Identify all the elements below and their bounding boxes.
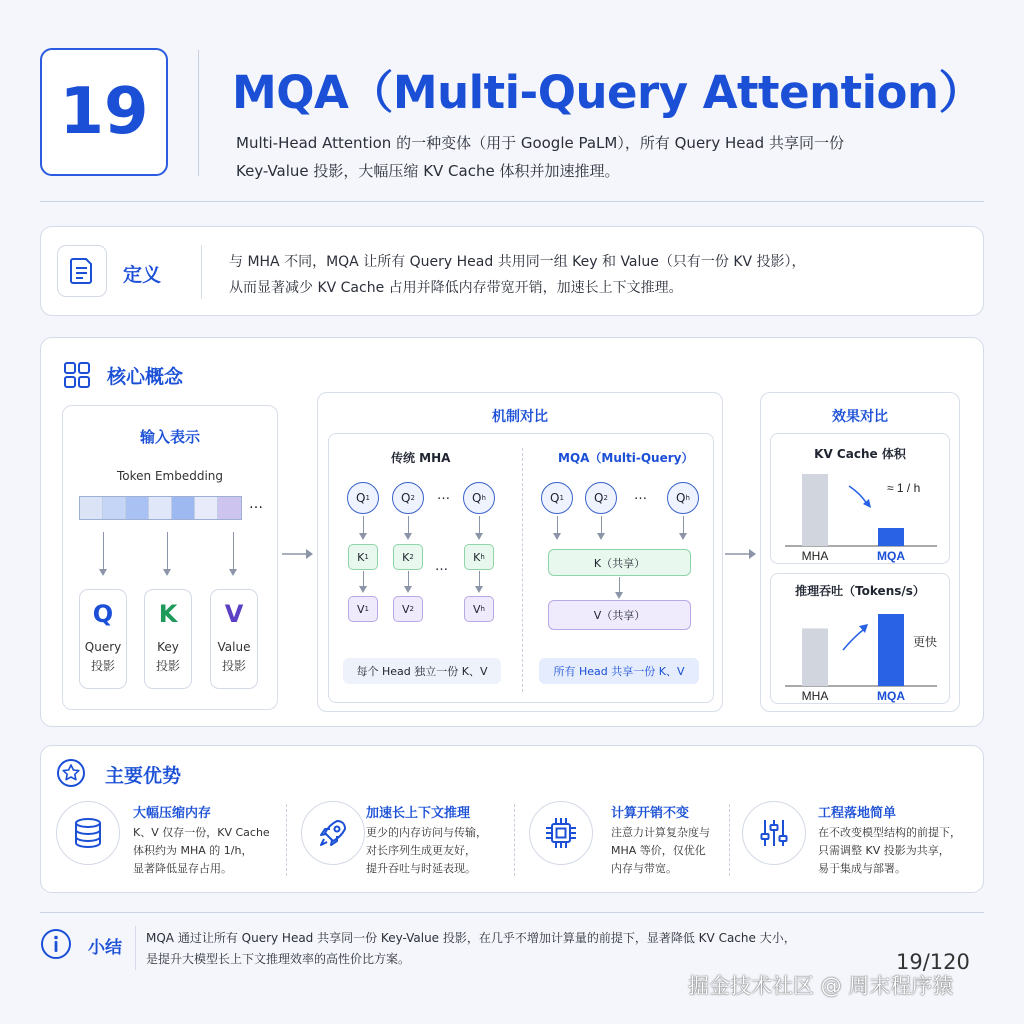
kv-cache-annotation: ≈ 1 / h [887,481,921,495]
mqa-title: MQA（Multi-Query） [558,451,694,465]
star-icon [56,758,86,792]
value-label: Value [217,640,251,654]
summary-line-1: MQA 通过让所有 Query Head 共享同一份 Key-Value 投影，在几乎不增加计算量的前提下，显著降低 KV Cache 大小， [146,931,796,945]
mqa-query-node-1: Q 1 [541,482,573,514]
kv-cache-bar-mqa [878,528,904,546]
mha-query-node-h: Q h [463,482,495,514]
mqa-note: 所有 Head 共享一份 K、V [539,658,699,684]
advantage-title-2: 加速长上下文推理 [366,806,471,821]
throughput-chart [770,573,950,704]
summary-divider [135,926,136,970]
kv-cache-chart [770,433,950,564]
mechanism-separator [522,448,523,692]
mha-query-ellipsis: … [437,488,450,503]
flow-arrow-1 [282,545,314,564]
mha-query-node-2: Q 2 [392,482,424,514]
kv-cache-chart-title: KV Cache 体积 [814,447,906,461]
mqa-query-node-2: Q 2 [585,482,617,514]
advantage-title-4: 工程落地简单 [818,806,897,821]
throughput-bar-mqa [878,614,904,686]
advantage-title-3: 计算开销不变 [611,806,690,821]
value-letter: V [224,600,244,628]
embedding-label: Token Embedding [116,469,224,483]
mha-arrow-k2-v2 [408,571,409,591]
mha-value-box-2: V 2 [393,596,423,622]
mechanism-panel [317,392,723,712]
summary-label: 小结 [88,938,122,958]
mha-arrow-kh-vh [479,571,480,591]
throughput-chart-svg [771,574,949,703]
embedding-ellipsis: … [249,496,263,512]
advantage-title-1: 大幅压缩内存 [133,806,212,821]
chapter-number-box [40,48,168,176]
mechanism-title: 机制对比 [492,409,548,425]
page-counter: 19/120 [896,950,970,974]
advantage-text-2: 更少的内存访问与传输， 对长序列生成更友好， 提升吞吐与时延表现。 [366,826,487,875]
kv-cache-trend-arrow [849,486,867,504]
grid-icon [64,362,90,392]
core-concepts-card [40,337,984,727]
mqa-shared-key-box: K（共享） [548,549,691,576]
effect-title: 效果对比 [832,409,888,425]
advantage-text-3: 注意力计算复杂度与 MHA 等价，仅优化 内存与带宽。 [611,826,710,875]
query-letter: Q [92,600,114,628]
mha-note: 每个 Head 独立一份 K、V [343,658,501,684]
mqa-arrow-k-v [619,577,620,597]
advantages-card [40,745,984,893]
document-icon [57,245,107,297]
sliders-icon [742,801,806,865]
flow-arrow-2 [725,545,757,564]
chip-icon [529,801,593,865]
mechanism-inner-box [328,433,714,703]
key-projection-card [144,589,192,689]
mha-arrow-qh-kh [479,516,480,538]
kv-cache-chart-svg [771,434,949,563]
mha-value-box-1: V 1 [348,596,378,622]
subtitle-line-2: Key-Value 投影，大幅压缩 KV Cache 体积并加速推理。 [236,162,620,180]
definition-card [40,226,984,316]
kv-cache-label-mqa: MQA [877,549,905,563]
effect-panel [760,392,960,712]
subtitle-line-1: Multi-Head Attention 的一种变体（用于 Google PaLM），所有 Query Head 共享同一份 [236,134,844,152]
key-label: Key [157,640,179,654]
mha-key-box-2: K 2 [393,544,423,570]
throughput-annotation: 更快 [913,635,938,649]
definition-line-1: 与 MHA 不同，MQA 让所有 Query Head 共用同一组 Key 和 Value（只有一份 KV 投影）， [229,254,806,270]
definition-divider [201,245,202,299]
mha-arrow-q1-k1 [363,516,364,538]
mqa-arrow-q1-k [557,516,558,538]
advantage-separator-3 [729,804,730,876]
chapter-number: 19 [59,75,149,149]
input-title: 输入表示 [139,428,200,446]
mqa-arrow-qh-k [683,516,684,538]
kv-cache-bar-mha [802,474,828,546]
watermark: 掘金技术社区 @ 周末程序猿 [688,974,954,998]
advantage-separator-2 [514,804,515,876]
mqa-query-node-h: Q h [667,482,699,514]
summary-rule [40,912,984,913]
query-label: Query [84,640,122,654]
mqa-shared-value-box: V（共享） [548,600,691,630]
mha-query-node-1: Q 1 [347,482,379,514]
query-projection-card [79,589,127,689]
mha-value-box-h: V h [464,596,494,622]
advantages-label: 主要优势 [105,765,182,787]
summary-line-2: 是提升大模型长上下文推理效率的高性价比方案。 [146,952,411,966]
mha-key-ellipsis: … [435,559,448,574]
rocket-icon [301,801,365,865]
mqa-query-ellipsis: … [634,488,647,503]
header-divider [198,50,199,176]
value-projection-card [210,589,258,689]
definition-label: 定义 [123,264,162,286]
query-sub-label: 投影 [90,659,115,673]
key-sub-label: 投影 [155,659,180,673]
mha-key-box-1: K 1 [348,544,378,570]
throughput-label-mqa: MQA [877,689,905,703]
mha-arrow-k1-v1 [363,571,364,591]
throughput-label-mha: MHA [801,689,829,703]
throughput-trend-arrow [843,630,863,650]
mqa-arrow-q2-k [601,516,602,538]
input-representation-panel [62,405,278,710]
definition-line-2: 从而显著减少 KV Cache 占用并降低内存带宽开销，加速长上下文推理。 [229,280,683,296]
advantage-text-1: K、V 仅存一份，KV Cache 体积约为 MHA 的 1/h， 显著降低显存占用。 [133,826,270,875]
database-icon [56,801,120,865]
info-icon [40,928,72,964]
page-title: MQA（Multi-Query Attention） [232,66,984,119]
arrow-to-query [103,532,104,574]
advantage-separator-1 [286,804,287,876]
token-embedding-vector [79,496,242,520]
advantage-text-4: 在不改变模型结构的前提下， 只需调整 KV 投影为共享， 易于集成与部署。 [818,826,961,875]
arrow-to-value [233,532,234,574]
header-rule [40,201,984,202]
core-concepts-label: 核心概念 [107,366,184,388]
value-sub-label: 投影 [221,659,246,673]
key-letter: K [158,600,178,628]
mha-title: 传统 MHA [391,451,451,465]
arrow-to-key [167,532,168,574]
kv-cache-label-mha: MHA [801,549,829,563]
throughput-chart-title: 推理吞吐（Tokens/s） [795,584,925,598]
mha-arrow-q2-k2 [408,516,409,538]
mha-key-box-h: K h [464,544,494,570]
throughput-bar-mha [802,628,828,686]
